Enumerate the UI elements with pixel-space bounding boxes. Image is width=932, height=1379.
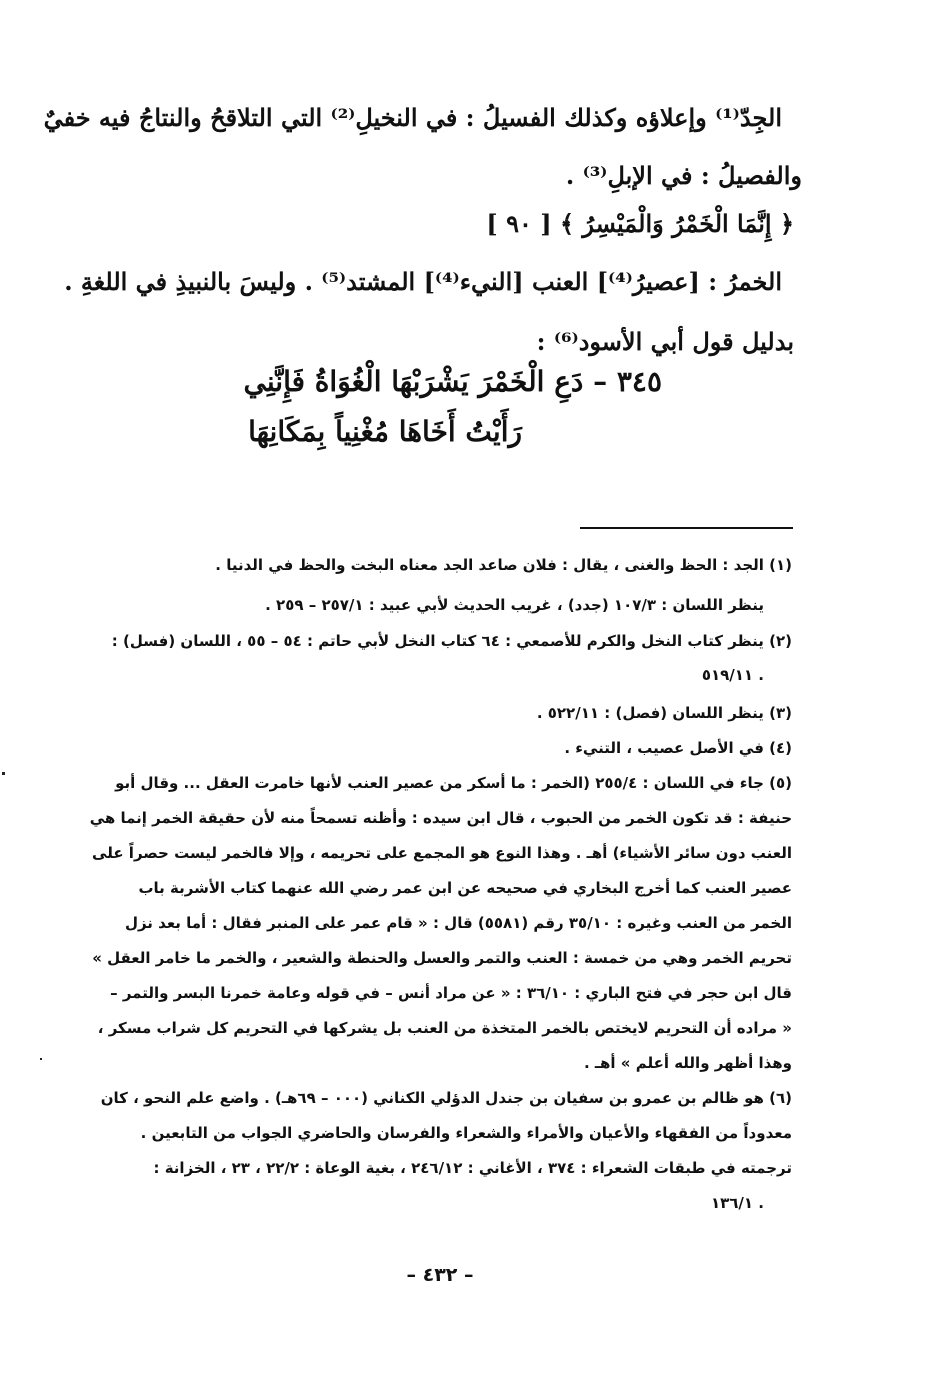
- scan-speck: [40, 1058, 42, 1060]
- poem-verse-first-hemistich: ٣٤٥ – دَعِ الْخَمْرَ يَشْرَبْهَا الْغُوَاةُ فَإِنَّنِي: [243, 365, 662, 398]
- footnote-line: عصير العنب كما أخرج البخاري في صحيحه عن ابن عمر رضي الله عنهما كتاب الأشربة باب: [138, 879, 792, 897]
- footnote-line: الخمر من العنب وغيره : ٣٥/١٠ رقم (٥٥٨١) قال : « قام عمر على المنبر فقال : أما بعد نزل: [124, 914, 792, 932]
- main-text-line-1: الجِدّ⁽¹⁾ وإعلاؤه وكذلك الفسيلُ : في النخيلِ⁽²⁾ التي التلاقحُ والنتاجُ فيه خفيٌ: [43, 103, 782, 132]
- page-number: – ٤٣٢ –: [406, 1264, 474, 1286]
- footnote-line: وهذا أظهر والله أعلم » أهـ .: [583, 1054, 792, 1072]
- footnote-line: تحريم الخمر وهي من خمسة : العنب والتمر والعسل والحنطة والشعير ، والخمر ما خامر العقل »: [92, 949, 792, 967]
- footnote-line: (٤) في الأصل عصيب ، التنيء .: [564, 739, 792, 757]
- footnote-line: (١) الجد : الحظ والغنى ، يقال : فلان صاعد الجد معناه البخت والحظ في الدنيا .: [215, 556, 792, 574]
- footnote-line: حنيفة : قد تكون الخمر من الحبوب ، قال ابن سيده : وأظنه تسمحاً منه لأن حقيقة الخمر إنما هي: [89, 809, 792, 827]
- footnote-line: (٦) هو ظالم بن عمرو بن سفيان بن جندل الدؤلي الكناني (٠٠٠ – ٦٩هـ) . واضع علم النحو ، كان: [100, 1089, 792, 1107]
- footnote-line: قال ابن حجر في فتح الباري : ٣٦/١٠ : « عن مراد أنس – في قوله وعامة خمرنا البسر والتمر –: [110, 984, 792, 1002]
- footnote-line: ١٣٦/١ .: [710, 1194, 764, 1212]
- main-text-line-2: والفصيلُ : في الإبلِ⁽³⁾ .: [565, 161, 802, 190]
- footnote-line: ٥١٩/١١ .: [701, 666, 764, 684]
- footnote-line: « مراده أن التحريم لايختص بالخمر المتخذة من العنب بل يشركها في التحريم كل شراب مسكر ،: [97, 1019, 792, 1037]
- main-text-line-5: بدليل قول أبي الأسود⁽⁶⁾ :: [536, 327, 794, 356]
- footnote-line: (٣) ينظر اللسان (فصل) : ٥٢٢/١١ .: [536, 704, 792, 722]
- footnote-line: ترجمته في طبقات الشعراء : ٣٧٤ ، الأغاني : ٢٤٦/١٢ ، بغية الوعاة : ٢٢/٢ ، ٢٣ ، الخزانة :: [153, 1159, 792, 1177]
- footnote-line: العنب دون سائر الأشياء) أهـ . وهذا النوع هو المجمع على تحريمه ، وإلا فالخمر ليست حصراً على: [92, 844, 792, 862]
- poem-verse-second-hemistich: رَأَيْتُ أَخَاهَا مُغْنِياً بِمَكَانِهَا: [248, 415, 522, 448]
- footnote-line: (٢) ينظر كتاب النخل والكرم للأصمعي : ٦٤ كتاب النخل لأبي حاتم : ٥٤ – ٥٥ ، اللسان (فسل) :: [111, 632, 792, 650]
- scan-speck: [2, 772, 5, 775]
- footnote-line: معدوداً من الفقهاء والأعيان والأمراء والشعراء والفرسان والحاضري الجواب من التابعين .: [140, 1124, 792, 1142]
- quran-verse-line: ﴿ إِنَّمَا الْخَمْرُ وَالْمَيْسِرُ ﴾ [ ٩٠ ]: [486, 209, 794, 238]
- footnote-line: (٥) جاء في اللسان : ٢٥٥/٤ (الخمر : ما أسكر من عصير العنب لأنها خامرت العقل ... وقال أبو: [115, 774, 792, 792]
- footnote-line: ينظر اللسان : ١٠٧/٣ (جدد) ، غريب الحديث لأبي عبيد : ٢٥٧/١ – ٢٥٩ .: [265, 596, 764, 614]
- main-text-line-4: الخمرُ : [عصيرُ⁽⁴⁾] العنب [النيء⁽⁴⁾] المشتد⁽⁵⁾ . وليسَ بالنبيذِ في اللغةِ .: [64, 267, 782, 296]
- footnote-separator-rule: [580, 527, 793, 529]
